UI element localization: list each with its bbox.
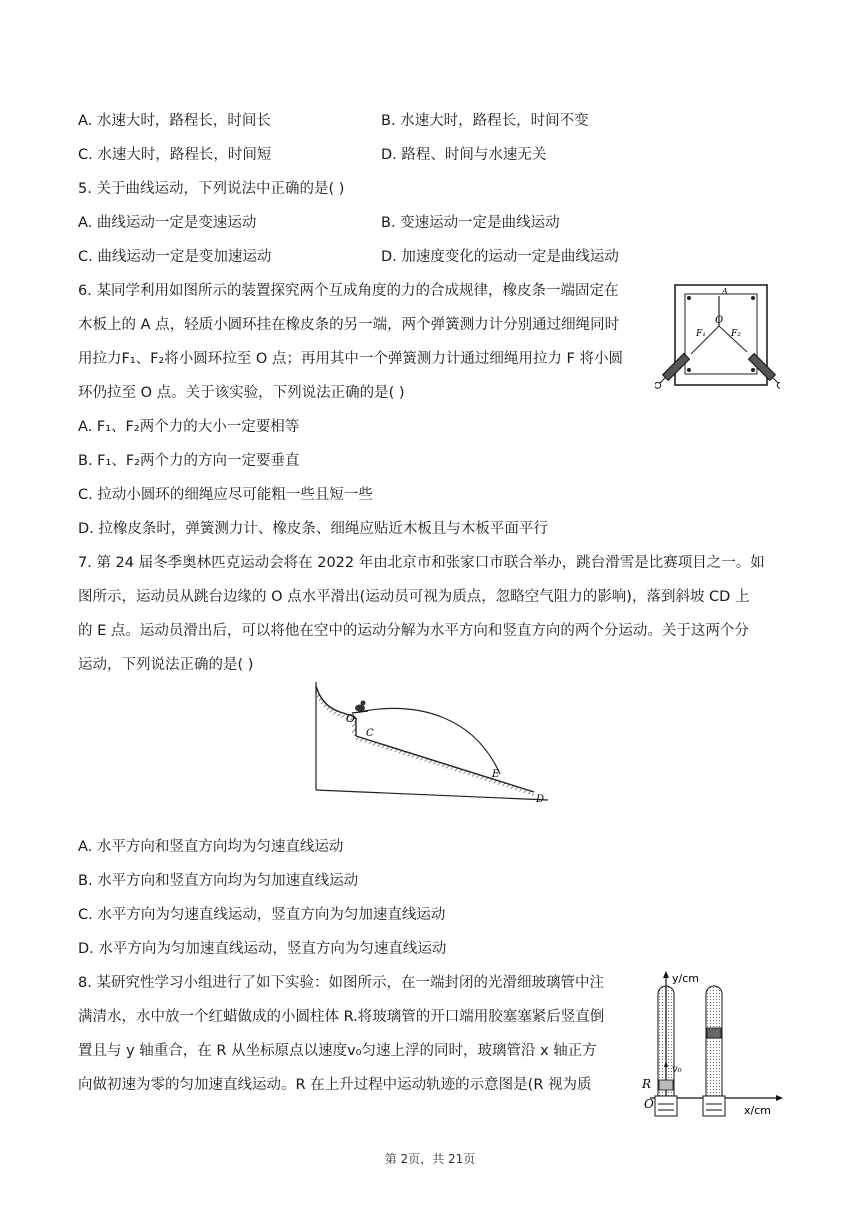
tube-right (703, 986, 725, 1116)
y-axis-arrow (663, 971, 669, 978)
label-a: A (722, 287, 728, 296)
board-pin (751, 368, 755, 372)
q7-ski-jump-figure (310, 678, 555, 808)
label-c: C (366, 728, 374, 739)
label-e: E (492, 769, 500, 780)
label-f2: F₂ (731, 329, 741, 339)
y-axis-label: y/cm (672, 972, 699, 985)
q5-option-a: A. 曲线运动一定是变速运动 (78, 215, 257, 231)
label-o: O (644, 1097, 654, 1111)
q6-option-c: C. 拉动小圆环的细绳应尽可能粗一些且短一些 (78, 487, 373, 503)
q6-stem-line3: 用拉力F₁、F₂将小圆环拉至 O 点；再用其中一个弹簧测力计通过细绳用拉力 F 将小圆 (78, 351, 623, 367)
q5-option-d: D. 加速度变化的运动一定是曲线运动 (381, 249, 619, 265)
label-d: D (536, 794, 545, 805)
q7-stem-line2: 图所示，运动员从跳台边缘的 O 点水平滑出(运动员可视为质点，忽略空气阻力的影响)，落到斜坡 CD 上 (78, 589, 750, 605)
q5-stem: 5. 关于曲线运动，下列说法中正确的是( ) (78, 181, 345, 197)
x-axis-label: x/cm (744, 1104, 771, 1117)
page-footer: 第 2页，共 21页 (384, 1152, 476, 1166)
q6-stem-line2: 木板上的 A 点，轻质小圆环挂在橡皮条的另一端，两个弹簧测力计分别通过细绳同时 (78, 317, 620, 333)
q6-option-d: D. 拉橡皮条时，弹簧测力计、橡皮条、细绳应贴近木板且与木板平面平行 (78, 521, 548, 537)
board-pin (687, 368, 691, 372)
q7-stem-line1: 7. 第 24 届冬季奥林匹克运动会将在 2022 年由北京市和张家口市联合举办，跳台滑雪是比赛项目之一。如 (78, 555, 765, 571)
q6-stem-line1: 6. 某同学利用如图所示的装置探究两个互成角度的力的合成规律，橡皮条一端固定在 (78, 283, 619, 299)
board-pin (751, 296, 755, 300)
q6-option-b: B. F₁、F₂两个力的方向一定要垂直 (78, 453, 300, 469)
q8-stem-line4: 向做初速为零的匀加速直线运动。R 在上升过程中运动轨迹的示意图是(R 视为质 (78, 1077, 592, 1093)
q7-option-d: D. 水平方向为匀加速直线运动，竖直方向为匀速直线运动 (78, 941, 447, 957)
label-v0: v₀ (672, 1064, 682, 1075)
x-axis-arrow (776, 1095, 783, 1101)
q4-option-d: D. 路程、时间与水速无关 (381, 147, 547, 163)
q7-stem-line3: 的 E 点。运动员滑出后，可以将他在空中的运动分解为水平方向和竖直方向的两个分运动。关于这两个分 (78, 623, 749, 639)
q7-option-c: C. 水平方向为匀速直线运动，竖直方向为匀加速直线运动 (78, 907, 446, 923)
q4-option-b: B. 水速大时，路程长，时间不变 (381, 113, 589, 129)
q5-option-b: B. 变速运动一定是曲线运动 (381, 215, 560, 231)
tube-left (655, 986, 677, 1116)
q4-option-c: C. 水速大时，路程长，时间短 (78, 147, 272, 163)
slope-hatch (356, 736, 534, 796)
label-f1: F₁ (696, 329, 706, 339)
q4-option-a: A. 水速大时，路程长，时间长 (78, 113, 271, 129)
label-r: R (642, 1077, 652, 1091)
q7-option-b: B. 水平方向和竖直方向均为匀加速直线运动 (78, 873, 359, 889)
q8-stem-line3: 置且与 y 轴重合，在 R 从坐标原点以速度v₀匀速上浮的同时，玻璃管沿 x 轴正方 (78, 1043, 597, 1059)
q5-option-c: C. 曲线运动一定是变加速运动 (78, 249, 272, 265)
q6-option-a: A. F₁、F₂两个力的大小一定要相等 (78, 419, 300, 435)
trajectory-arc (358, 708, 500, 774)
q6-apparatus-figure (655, 282, 780, 397)
q6-stem-line4: 环仍拉至 O 点。关于该实验，下列说法正确的是( ) (78, 385, 405, 401)
label-o: O (715, 315, 724, 326)
label-o: O (346, 712, 356, 725)
q7-option-a: A. 水平方向和竖直方向均为匀速直线运动 (78, 839, 344, 855)
q8-stem-line2: 满清水，水中放一个红蜡做成的小圆柱体 R.将玻璃管的开口端用胶塞塞紧后竖直倒 (78, 1009, 605, 1025)
q8-glass-tube-figure (640, 968, 790, 1126)
q7-stem-line4: 运动，下列说法正确的是( ) (78, 657, 254, 673)
ground-line (316, 790, 548, 800)
board-pin (687, 296, 691, 300)
q8-stem-line1: 8. 某研究性学习小组进行了如下实验：如图所示，在一端封闭的光滑细玻璃管中注 (78, 975, 604, 991)
